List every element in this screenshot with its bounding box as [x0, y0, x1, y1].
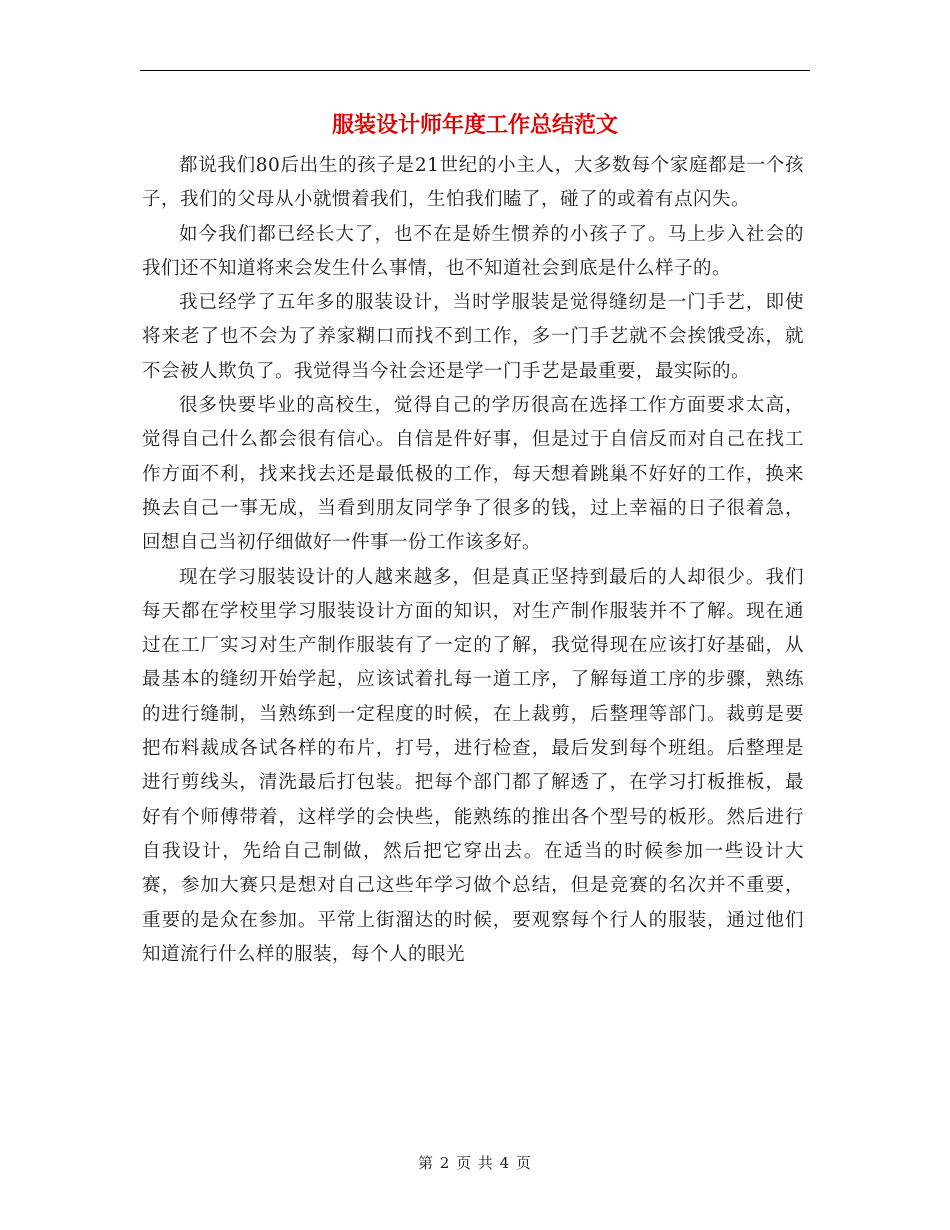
paragraph-4: 很多快要毕业的高校生，觉得自己的学历很高在选择工作方面要求太高，觉得自己什么都会很有信心。自信是件好事，但是过于自信反而对自己在找工作方面不利，找来找去还是最低极的工作，每天想着跳巢不好好的工作，换来换去自己一事无成，当看到朋友同学争了很多的钱，过上幸福的日子很着急，回想自己当初仔细做好一件事一份工作该多好。	[142, 395, 804, 554]
header-rule	[140, 70, 810, 71]
document-title: 服装设计师年度工作总结范文	[331, 112, 618, 138]
document-body	[142, 149, 804, 972]
paragraph-2: 如今我们都已经长大了，也不在是娇生惯养的小孩子了。马上步入社会的我们还不知道将来会发生什么事情，也不知道社会到底是什么样子的。	[142, 223, 804, 279]
page-footer: 第 2 页 共 4 页	[418, 1154, 532, 1172]
paragraph-5: 现在学习服装设计的人越来越多，但是真正坚持到最后的人却很少。我们每天都在学校里学习服装设计方面的知识，对生产制作服装并不了解。现在通过在工厂实习对生产制作服装有了一定的了解，我觉得现在应该打好基础，从最基本的缝纫开始学起，应该试着扎每一道工序，了解每道工序的步骤，熟练的进行缝制，当熟练到一定程度的时候，在上裁剪，后整理等部门。裁剪是要把布料裁成各试各样的布片，打号，进行检查，最后发到每个班组。后整理是进行剪线头，清洗最后打包装。把每个部门都了解透了，在学习打板推板，最好有个师傅带着，这样学的会快些，能熟练的推出各个型号的板形。然后进行自我设计，先给自己制做，然后把它穿出去。在适当的时候参加一些设计大赛，参加大赛只是想对自己这些年学习做个总结，但是竞赛的名次并不重要，重要的是众在参加。平常上街溜达的时候，要观察每个行人的服装，通过他们知道流行什么样的服装，每个人的眼光	[142, 566, 804, 965]
paragraph-3: 我已经学了五年多的服装设计，当时学服装是觉得缝纫是一门手艺，即使将来老了也不会为了养家糊口而找不到工作，多一门手艺就不会挨饿受冻，就不会被人欺负了。我觉得当今社会还是学一门手艺是最重要，最实际的。	[142, 292, 804, 382]
paragraph-1: 都说我们80后出生的孩子是21世纪的小主人，大多数每个家庭都是一个孩子，我们的父母从小就惯着我们，生怕我们瞌了，碰了的或着有点闪失。	[142, 155, 804, 211]
